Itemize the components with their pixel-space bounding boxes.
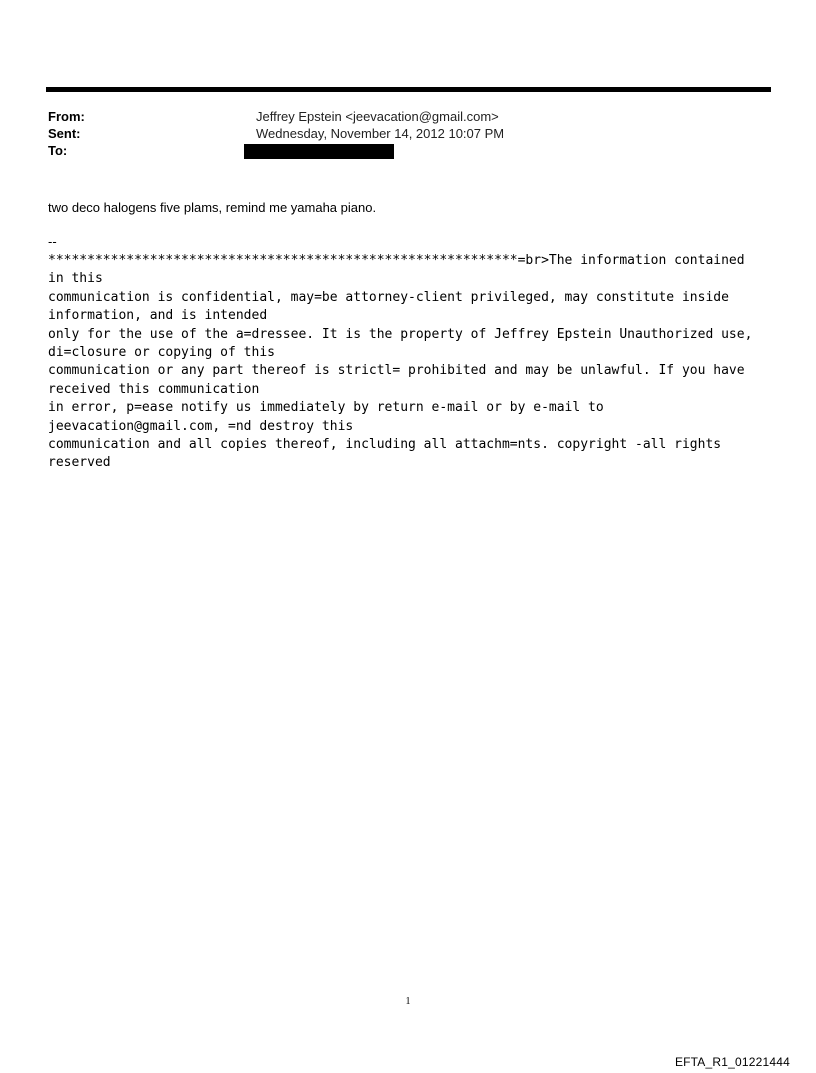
page-number: 1: [405, 996, 411, 1007]
sent-label: Sent:: [48, 126, 81, 141]
sent-value: Wednesday, November 14, 2012 10:07 PM: [256, 126, 505, 141]
message-body: two deco halogens five plams, remind me yamaha piano.: [48, 200, 377, 215]
to-label: To:: [48, 143, 68, 158]
email-header: [48, 108, 768, 159]
bates-number: EFTA_R1_01221444: [674, 1055, 790, 1069]
from-label: From:: [48, 109, 85, 124]
signature-separator: --: [48, 234, 57, 249]
header-divider: [46, 87, 771, 92]
confidentiality-disclaimer: ************************************************************=br>The information contained in this communication is confidential, may=be attorney-client privileged, may constitute inside information, and is intended only for the use of the a=dressee. It is the property of Jeffrey Epstein Unauthorized use, di=closure or copying of this communication or any part thereof is strictl= prohibited and may be unlawful. If you have received this communication in error, p=ease notify us immediately by return e-mail or by e-mail to jeevacation@gmail.com, =nd destroy this communication and all copies thereof, including all attachm=nts. copyright -all rights reserved: [48, 253, 753, 471]
sent-row: [48, 125, 768, 142]
from-value: Jeffrey Epstein <jeevacation@gmail.com>: [256, 109, 499, 124]
redaction-block: [244, 144, 394, 159]
from-row: [48, 108, 768, 125]
to-row: [48, 142, 768, 159]
